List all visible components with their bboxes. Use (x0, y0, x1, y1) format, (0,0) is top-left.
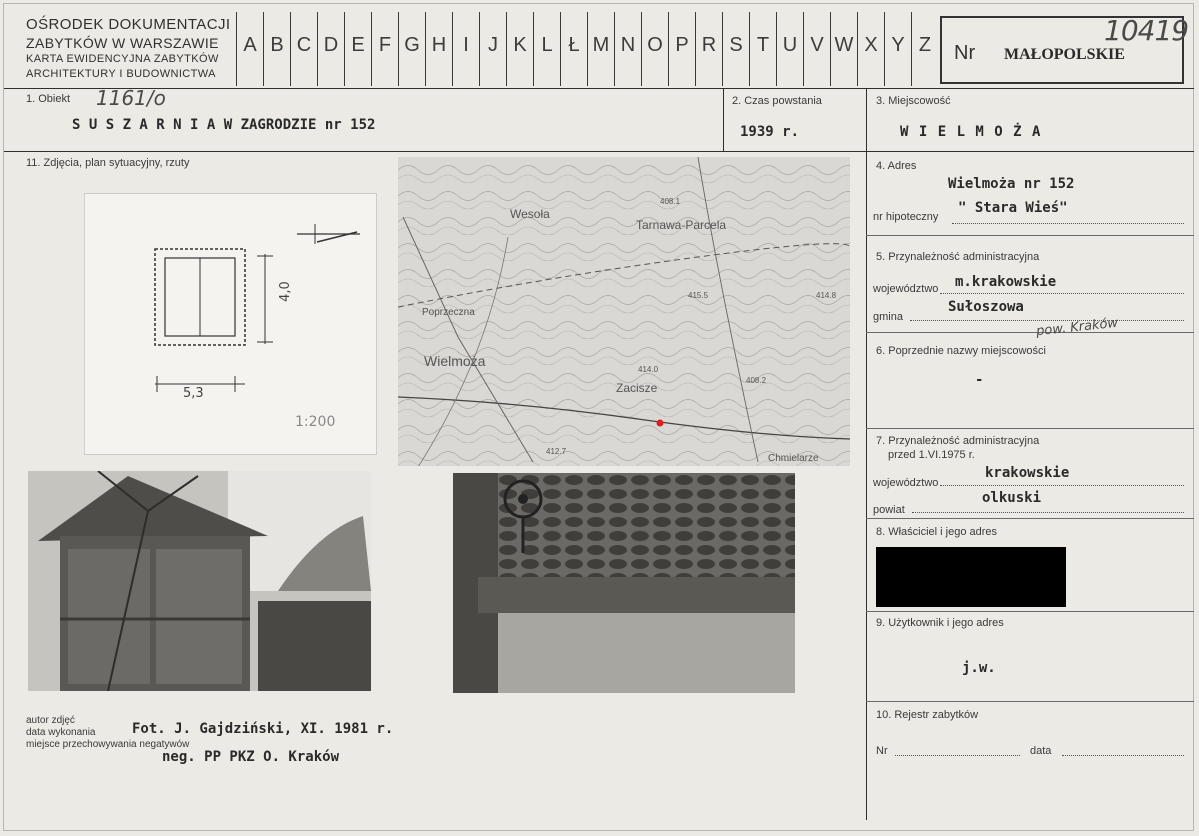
map-label: Chmielarze (768, 453, 819, 464)
gmina-value: Sułoszowa (948, 299, 1024, 315)
letter-cell: S (722, 12, 749, 86)
letter-cell: J (479, 12, 506, 86)
letter-cell: O (641, 12, 668, 86)
field-uzytkownik-label: 9. Użytkownik i jego adres (876, 617, 1004, 629)
row1-divider (4, 151, 1194, 152)
map-label: Poprzeczna (422, 307, 475, 318)
field-przynaleznosc-old-label: 7. Przynależność administracyjna (876, 435, 1040, 447)
letter-cell: M (587, 12, 614, 86)
field-przynaleznosc-label: 5. Przynależność administracyjna (876, 251, 1040, 263)
credit-place-label: miejsce przechowywania negatywów (26, 739, 190, 750)
wojewodztwo-value: m.krakowskie (955, 274, 1057, 290)
field-rejestr-label: 10. Rejestr zabytków (876, 709, 979, 721)
letter-cell: Z (911, 12, 938, 86)
header-divider (4, 88, 1194, 89)
old-powiat-label: powiat (873, 504, 905, 516)
credit-date-label: data wykonania (26, 727, 96, 738)
letter-cell: N (614, 12, 641, 86)
gmina-label: gmina (873, 311, 903, 323)
map-label: Tarnawa-Parcela (636, 218, 727, 232)
letter-cell: Ł (560, 12, 587, 86)
field-poprzednie-label: 6. Poprzednie nazwy miejscowości (876, 345, 1046, 357)
map-label: Wesoła (510, 207, 550, 221)
obiekt-value: S U S Z A R N I A W ZAGRODZIE nr 152 (72, 117, 376, 133)
letter-cell: U (776, 12, 803, 86)
section-divider (866, 235, 1194, 236)
credit-negative-value: neg. PP PKZ O. Kraków (162, 749, 340, 765)
poprzednie-value: - (975, 372, 984, 388)
photo-wall-detail (453, 473, 795, 693)
letter-cell: V (803, 12, 830, 86)
credit-author-value: Fot. J. Gajdziński, XI. 1981 r. (132, 721, 394, 737)
letter-cell: C (290, 12, 317, 86)
letter-cell: B (263, 12, 290, 86)
section-divider (866, 332, 1194, 333)
institution-line-4: ARCHITEKTURY I BUDOWNICTWA (26, 68, 216, 80)
wojewodztwo-line (940, 293, 1184, 294)
letter-index (236, 12, 938, 86)
situational-map (398, 157, 850, 466)
owner-redaction-box (876, 547, 1066, 607)
letter-cell: G (398, 12, 425, 86)
rejestr-data-label: data (1030, 745, 1052, 757)
letter-cell: X (857, 12, 884, 86)
floor-plan-drawing (84, 193, 377, 455)
map-elevation: 414.0 (638, 365, 659, 374)
photo-wall-detail-svg (453, 473, 795, 693)
photo-drying-house-svg (28, 471, 371, 691)
letter-cell: I (452, 12, 479, 86)
section-divider (866, 428, 1194, 429)
photo-drying-house (28, 471, 371, 691)
rejestr-nr-line (895, 755, 1020, 756)
old-wojewodztwo-line (940, 485, 1184, 486)
map-elevation: 414.8 (816, 291, 837, 300)
przynaleznosc-old-date: przed 1.VI.1975 r. (888, 449, 975, 461)
adres-value: Wielmoża nr 152 (948, 176, 1075, 192)
old-powiat-line (912, 512, 1184, 513)
col-divider-1 (723, 88, 724, 151)
field-adres-label: 4. Adres (876, 160, 917, 172)
rejestr-nr-label: Nr (876, 745, 888, 757)
field-czas-label: 2. Czas powstania (732, 95, 822, 107)
institution-line-1: OŚRODEK DOKUMENTACJI (26, 16, 231, 33)
obiekt-handwritten: 1161/o (96, 86, 166, 110)
nr-label: Nr (954, 42, 976, 64)
map-elevation: 415.5 (688, 291, 709, 300)
field-obiekt-label: 1. Obiekt (26, 93, 71, 105)
letter-cell: R (695, 12, 722, 86)
letter-cell: D (317, 12, 344, 86)
map-elevation: 412.7 (546, 447, 567, 456)
hipoteczny-line (952, 223, 1184, 224)
letter-cell: T (749, 12, 776, 86)
field-miejscowosc-label: 3. Miejscowość (876, 95, 951, 107)
letter-cell: P (668, 12, 695, 86)
old-wojewodztwo-label: województwo (873, 477, 939, 489)
section-divider (866, 518, 1194, 519)
institution-line-2: ZABYTKÓW W WARSZAWIE (26, 35, 219, 51)
plan-scale: 1:200 (295, 414, 336, 430)
czas-value: 1939 r. (740, 124, 800, 140)
map-label: Wielmoża (424, 353, 486, 369)
plan-dimension-height: 4,0 (277, 281, 293, 302)
map-elevation: 408.2 (746, 376, 767, 385)
section-divider (866, 701, 1194, 702)
institution-line-3: KARTA EWIDENCYJNA ZABYTKÓW (26, 53, 219, 65)
rejestr-data-line (1062, 755, 1184, 756)
field-wlasciciel-label: 8. Właściciel i jego adres (876, 526, 998, 538)
credit-author-label: autor zdjęć (26, 715, 75, 726)
hipoteczny-label: nr hipoteczny (873, 211, 939, 223)
uzytkownik-value: j.w. (962, 660, 996, 676)
gmina-line (910, 320, 1184, 321)
hipoteczny-value: " Stara Wieś" (958, 200, 1068, 216)
plan-dimension-width: 5,3 (183, 386, 204, 401)
map-label: Zacisze (616, 381, 658, 395)
map-elevation: 408.1 (660, 197, 681, 206)
old-powiat-value: olkuski (982, 490, 1042, 506)
powiat-handwritten: pow. Kraków (1035, 315, 1119, 340)
letter-cell: F (371, 12, 398, 86)
old-wojewodztwo-value: krakowskie (985, 465, 1070, 481)
section-divider (866, 611, 1194, 612)
letter-cell: Y (884, 12, 911, 86)
handwritten-record-number: 10419 (1104, 14, 1189, 47)
letter-cell: L (533, 12, 560, 86)
letter-cell: H (425, 12, 452, 86)
miejscowosc-value: W I E L M O Ż A (900, 124, 1042, 140)
letter-cell: W (830, 12, 857, 86)
region-name: MAŁOPOLSKIE (1004, 46, 1125, 63)
field-zdjecia-label: 11. Zdjęcia, plan sytuacyjny, rzuty (26, 157, 190, 169)
letter-cell: A (236, 12, 263, 86)
letter-cell: E (344, 12, 371, 86)
letter-cell: K (506, 12, 533, 86)
wojewodztwo-label: województwo (873, 283, 939, 295)
col-divider-2 (866, 88, 867, 820)
